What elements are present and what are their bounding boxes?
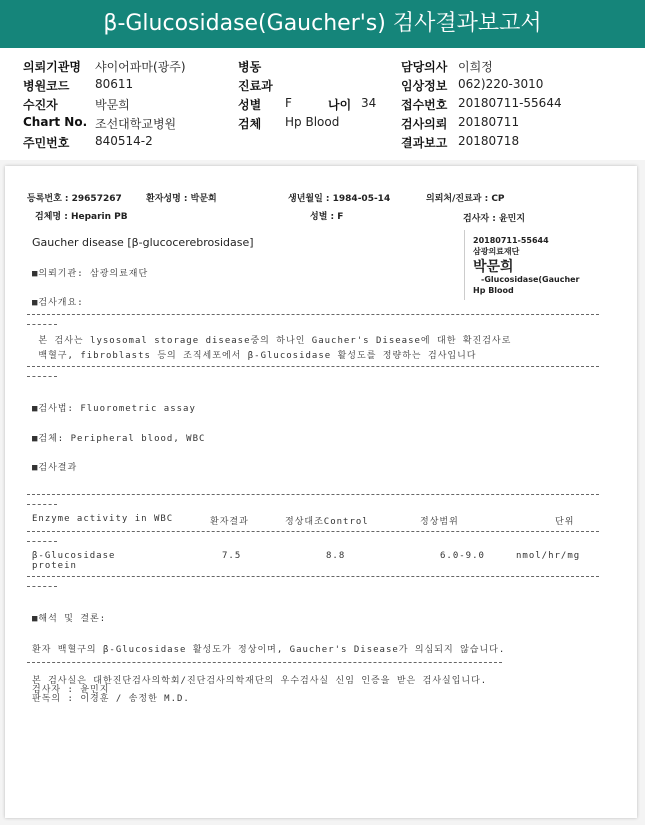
result-range: 6.0-9.0 (440, 551, 485, 561)
birth-date: 생년월일 : 1984-05-14 (288, 194, 391, 204)
doctor-label: 담당의사 (401, 60, 448, 74)
specimen-label-sticker (464, 230, 600, 300)
id-label: 주민번호 (23, 136, 70, 150)
result-name-1: β-Glucosidase (32, 551, 116, 561)
col-range: 정상범위 (420, 517, 459, 527)
sex-label: 성별 (238, 98, 262, 112)
method: ■검사법: Fluorometric assay (32, 404, 196, 414)
disease-title: Gaucher disease [β-glucocerebrosidase] (32, 236, 254, 249)
requesting-institution: ■의뢰기관: 삼광의료재단 (32, 269, 149, 279)
specimen-value: Hp Blood (285, 115, 340, 129)
divider (27, 576, 599, 577)
chart-label: Chart No. (23, 115, 88, 129)
overview-text-1: 본 검사는 lysosomal storage disease중의 하나인 Gaucher's Disease에 대한 확진검사로 (32, 336, 512, 346)
result-patient: 7.5 (222, 551, 242, 561)
col-control: 정상대조Control (285, 517, 369, 527)
certification-note: 본 검사실은 대한진단검사의학회/진단검사의학재단의 우수검사실 신임 인증을 받은 검사실입니다. (32, 676, 488, 686)
tester-signature: 검사자 : 윤민지 (32, 685, 110, 695)
request-value: 20180711 (458, 115, 520, 129)
reg-no: 등록번호 : 29657267 (27, 194, 122, 204)
doctor-value: 이희정 (458, 60, 493, 74)
patient-name: 환자성명 : 박문희 (146, 194, 217, 204)
divider (27, 504, 57, 505)
divider (27, 494, 599, 495)
result-heading: ■검사결과 (32, 463, 78, 473)
overview-heading: ■검사개요: (32, 298, 84, 308)
department-label: 진료과 (238, 79, 273, 93)
result-control: 8.8 (326, 551, 346, 561)
sticker-number: 20180711-55644 (473, 236, 549, 245)
ward-label: 병동 (238, 60, 262, 74)
reception-label: 접수번호 (401, 98, 448, 112)
col-unit: 단위 (555, 517, 575, 527)
report-label: 결과보고 (401, 136, 448, 150)
divider (27, 662, 502, 663)
hospital-code-label: 병원코드 (23, 79, 70, 93)
col-patient: 환자결과 (210, 517, 249, 527)
reception-value: 20180711-55644 (458, 96, 562, 110)
interpretation-heading: ■해석 및 결론: (32, 614, 107, 624)
interpretation-text: 환자 백혈구의 β-Glucosidase 활성도가 정상이며, Gaucher's Disease가 의심되지 않습니다. (32, 645, 506, 655)
col-enzyme: Enzyme activity in WBC (32, 514, 174, 524)
divider (27, 366, 599, 367)
divider (27, 531, 599, 532)
specimen-name: 검체명 : Heparin PB (35, 212, 128, 222)
id-value: 840514-2 (95, 134, 153, 148)
sticker-specimen: Hp Blood (473, 286, 514, 295)
tester: 검사자 : 윤민지 (463, 214, 526, 224)
divider (27, 324, 57, 325)
divider (27, 314, 599, 315)
institution-value: 샤이어파마(광주) (95, 60, 186, 74)
age-label: 나이 (328, 98, 352, 112)
chart-value: 조선대학교병원 (95, 117, 177, 131)
report-value: 20180718 (458, 134, 520, 148)
requester: 의뢰처/진료과 : CP (426, 194, 505, 204)
overview-text-2: 백혈구, fibroblasts 등의 조직세포에서 β-Glucosidase 활성도를 정량하는 검사입니다 (32, 351, 477, 361)
result-name-2: protein (32, 561, 77, 571)
sticker-name: 박문희 (473, 259, 514, 275)
divider (27, 541, 57, 542)
patient-value: 박문희 (95, 98, 130, 112)
hospital-code-value: 80611 (95, 77, 134, 91)
clinical-value: 062)220-3010 (458, 77, 544, 91)
patient-label: 수진자 (23, 98, 58, 112)
result-unit: nmol/hr/mg (516, 551, 581, 561)
request-label: 검사의뢰 (401, 117, 448, 131)
reader-signature: 판독의 : 이경훈 / 송정한 M.D. (32, 694, 190, 704)
sticker-institution: 삼광의료재단 (473, 247, 520, 256)
specimen-type: ■검체: Peripheral blood, WBC (32, 434, 206, 444)
report-sex: 성별 : F (310, 212, 344, 222)
specimen-label: 검체 (238, 117, 262, 131)
report-header (0, 48, 645, 160)
clinical-label: 임상정보 (401, 79, 448, 93)
age-value: 34 (361, 96, 377, 110)
institution-label: 의뢰기관명 (23, 60, 81, 74)
sex-value: F (285, 96, 292, 110)
report-title: β-Glucosidase(Gaucher's) 검사결과보고서 (0, 0, 645, 48)
divider (27, 586, 57, 587)
divider (27, 376, 57, 377)
sticker-test: -Glucosidase(Gaucher (481, 275, 580, 284)
